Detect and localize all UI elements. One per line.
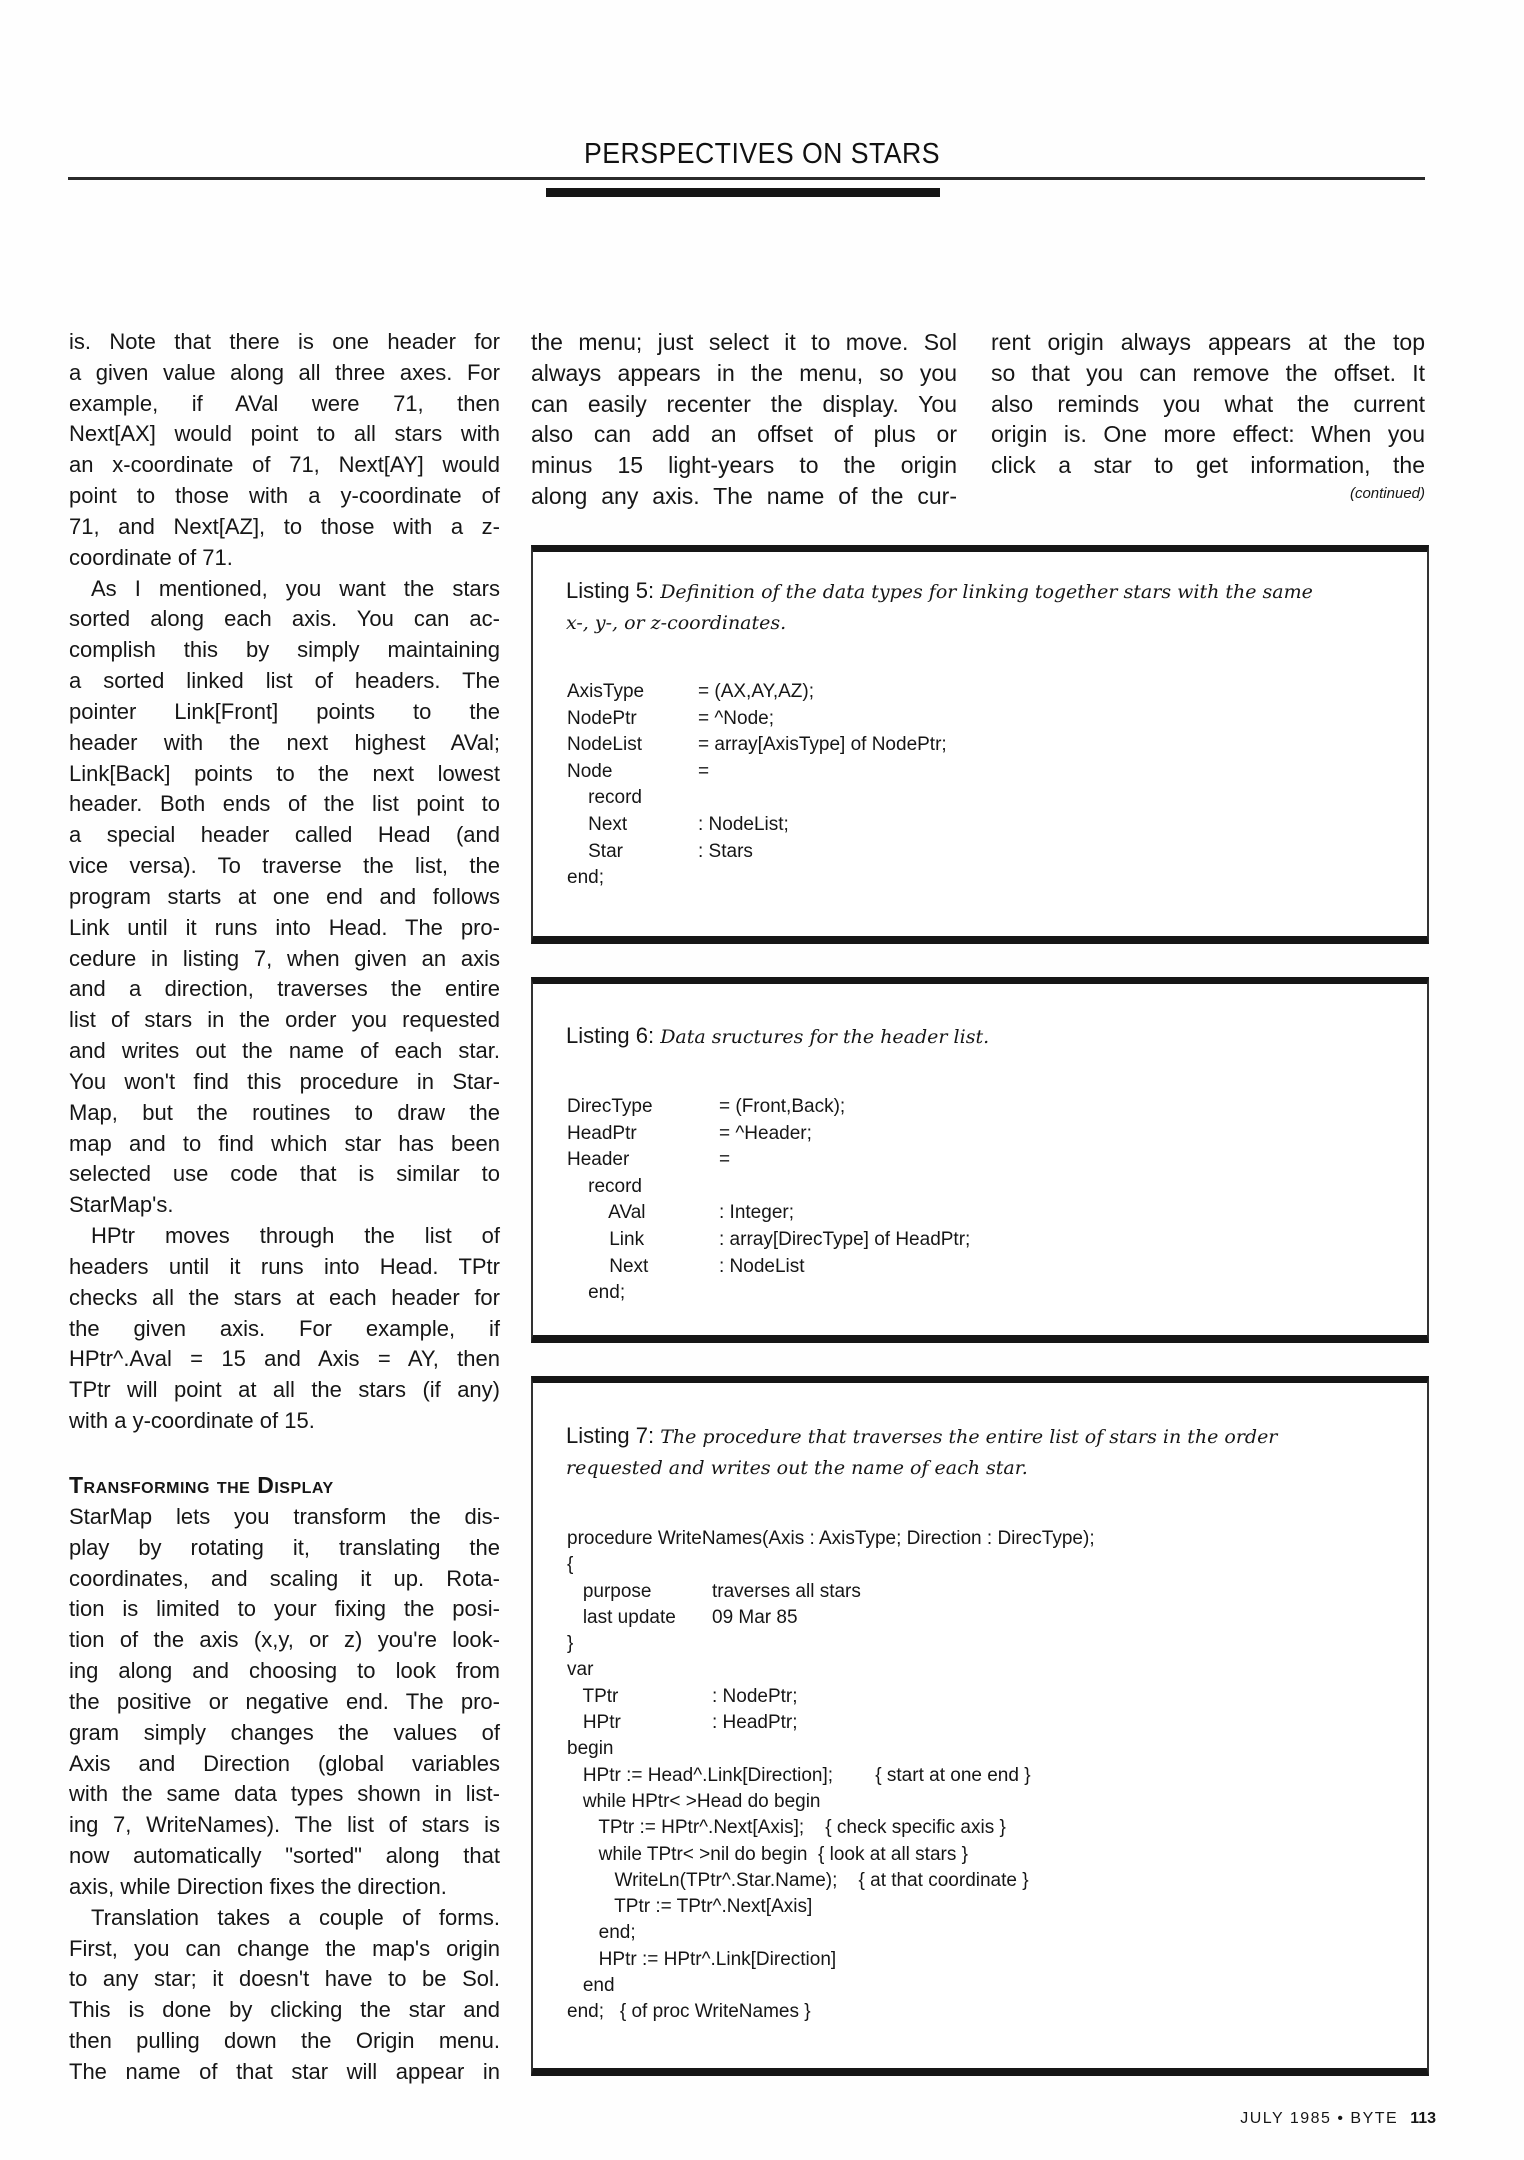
page-footer — [1240, 2110, 1436, 2128]
code-definition: = — [698, 760, 710, 782]
code-text: procedure WriteNames(Axis : AxisType; Direction : DirecType); — [567, 1528, 1095, 1549]
text-line: Link[Back] points to the next lowest — [69, 760, 500, 786]
code-text: end; — [567, 867, 604, 889]
text-line: click a star to get information, the — [991, 452, 1425, 479]
code-text: NodePtr — [567, 707, 637, 729]
text-line: also reminds you what the current — [991, 390, 1425, 417]
listing-caption: requested and writes out the name of each star. — [566, 1457, 1028, 1479]
text-line: rent origin always appears at the top — [991, 329, 1425, 355]
code-text: record — [567, 787, 642, 809]
text-line: with a y-coordinate of 15. — [69, 1407, 315, 1433]
code-text: HPtr := HPtr^.Link[Direction] — [567, 1948, 837, 1970]
text-line: tion of the axis (x,y, or z) you're look- — [69, 1627, 500, 1653]
code-line — [567, 1552, 1095, 1578]
code-text: Next — [567, 1255, 649, 1277]
code-line — [567, 1684, 1095, 1710]
code-line — [567, 1227, 971, 1254]
text-line: headers until it runs into Head. TPtr — [69, 1253, 500, 1279]
text-line: Map, but the routines to draw the — [69, 1099, 500, 1125]
code-text: Next — [567, 813, 628, 835]
code-line — [567, 839, 753, 866]
code-text: HeadPtr — [567, 1122, 637, 1144]
text-line: axis, while Direction fixes the direction. — [69, 1873, 447, 1899]
middle-column — [531, 327, 957, 512]
code-definition: = (AX,AY,AZ); — [698, 681, 814, 702]
text-line: along any axis. The name of the cur- — [531, 483, 957, 510]
text-line: cedure in listing 7, when given an axis — [69, 945, 500, 971]
code-definition: traverses all stars — [712, 1580, 861, 1602]
text-line: a given value along all three axes. For — [69, 359, 500, 385]
code-definition: = ^Header; — [719, 1122, 812, 1144]
code-line — [567, 1894, 1095, 1920]
code-line — [567, 1736, 1095, 1762]
code-text: TPtr := TPtr^.Next[Axis] — [567, 1896, 813, 1918]
continued-label: (continued) — [1349, 485, 1425, 502]
code-definition: : HeadPtr; — [712, 1712, 798, 1734]
text-line: a sorted linked list of headers. The — [69, 668, 500, 694]
text-line: the given axis. For example, if — [69, 1315, 500, 1341]
code-block — [567, 679, 947, 892]
code-line — [567, 1815, 1095, 1841]
text-line: 71, and Next[AZ], to those with a z- — [69, 513, 500, 539]
code-text: Link — [567, 1228, 645, 1250]
text-line: program starts at one end and follows — [69, 883, 500, 909]
listing-title — [566, 1021, 1397, 1052]
code-text: TPtr := HPtr^.Next[Axis]; { check specific axis } — [567, 1817, 1006, 1839]
code-line — [567, 1710, 1095, 1736]
text-line: gram simply changes the values of — [69, 1719, 500, 1745]
code-line — [567, 1094, 846, 1121]
text-line: Translation takes a couple of forms. — [91, 1904, 500, 1930]
text-line: Axis and Direction (global variables — [69, 1750, 500, 1776]
text-line: the positive or negative end. The pro- — [69, 1688, 500, 1714]
code-text: HPtr := Head^.Link[Direction]; { start at one end } — [567, 1764, 1031, 1786]
code-definition: : NodeList; — [698, 813, 789, 835]
code-line — [567, 732, 947, 759]
text-line: HPtr^.Aval = 15 and Axis = AY, then — [69, 1346, 500, 1372]
code-text: DirecType — [567, 1096, 653, 1117]
text-line: You won't find this procedure in Star- — [69, 1068, 500, 1094]
code-text: NodeList — [567, 734, 642, 756]
code-definition: : array[DirecType] of HeadPtr; — [719, 1228, 971, 1250]
code-text: AxisType — [567, 681, 645, 702]
code-text: while TPtr< >nil do begin { look at all stars } — [567, 1843, 968, 1865]
section-heading: Transforming the Display — [69, 1472, 334, 1498]
code-definition: = array[AxisType] of NodePtr; — [698, 734, 947, 756]
right-column — [991, 327, 1425, 481]
text-line: header. Both ends of the list point to — [69, 791, 500, 817]
code-text: end; — [567, 1282, 626, 1304]
text-line: play by rotating it, translating the — [69, 1534, 500, 1560]
code-text: while HPtr< >Head do begin — [567, 1790, 821, 1812]
code-text: purpose — [567, 1580, 652, 1602]
code-text: Node — [567, 760, 613, 782]
header-rule — [68, 177, 1425, 180]
text-line: HPtr moves through the list of — [91, 1223, 500, 1249]
code-text: end — [567, 1975, 615, 1997]
code-text: record — [567, 1175, 642, 1197]
text-line: sorted along each axis. You can ac- — [69, 606, 500, 632]
text-line: ing 7, WriteNames). The list of stars is — [69, 1812, 500, 1838]
text-line: map and to find which star has been — [69, 1130, 500, 1156]
code-line — [567, 1763, 1095, 1789]
code-text: Header — [567, 1149, 630, 1171]
code-line — [567, 1868, 1095, 1894]
listing-7 — [531, 1376, 1429, 2076]
code-definition: = ^Node; — [698, 707, 774, 729]
code-line — [567, 1200, 794, 1227]
code-text: end; { of proc WriteNames } — [567, 2001, 811, 2023]
text-line: to any star; it doesn't have to be Sol. — [69, 1966, 500, 1992]
code-line — [567, 865, 644, 892]
code-text: TPtr — [567, 1685, 619, 1707]
text-line: a special header called Head (and — [69, 822, 500, 848]
code-line — [567, 1842, 1095, 1868]
code-line — [567, 812, 789, 839]
listing-caption: Definition of the data types for linking together stars with the same — [660, 581, 1313, 603]
code-definition: : Stars — [698, 840, 753, 862]
code-definition: = — [719, 1149, 731, 1171]
code-line — [567, 1999, 1095, 2025]
text-line: vice versa). To traverse the list, the — [69, 853, 500, 879]
listing-label: Listing 7: — [566, 1423, 655, 1448]
code-line — [567, 1254, 805, 1281]
text-line: tion is limited to your fixing the posi- — [69, 1596, 500, 1622]
code-text: HPtr — [567, 1712, 621, 1734]
left-column-bottom — [69, 1502, 500, 2088]
text-line: coordinate of 71. — [69, 544, 233, 570]
text-line: example, if AVal were 71, then — [69, 390, 500, 416]
text-line: also can add an offset of plus or — [531, 421, 957, 448]
code-definition: : NodePtr; — [712, 1685, 798, 1707]
code-text: var — [567, 1659, 594, 1681]
code-line — [567, 1174, 653, 1201]
text-line: Next[AX] would point to all stars with — [69, 421, 500, 447]
code-line — [567, 1147, 731, 1174]
listing-5 — [531, 545, 1429, 944]
page-number: 113 — [1410, 2110, 1436, 2127]
listing-label: Listing 6: — [566, 1023, 655, 1048]
code-line — [567, 1973, 1095, 1999]
text-line: minus 15 light-years to the origin — [531, 452, 957, 479]
issue-label: JULY 1985 • BYTE — [1240, 2110, 1399, 2127]
code-line — [567, 759, 710, 786]
code-line — [567, 1121, 812, 1148]
text-line: origin is. One more effect: When you — [991, 421, 1425, 448]
code-line — [567, 1920, 1095, 1946]
code-line — [567, 1526, 1095, 1552]
code-line — [567, 1280, 653, 1307]
code-line — [567, 1657, 1095, 1683]
code-text: Star — [567, 840, 623, 862]
code-line — [567, 706, 774, 733]
code-line — [567, 785, 644, 812]
text-line: the menu; just select it to move. Sol — [531, 329, 957, 355]
text-line: coordinates, and scaling it up. Rota- — [69, 1565, 500, 1591]
code-line — [567, 1605, 1095, 1631]
code-block — [567, 1094, 971, 1307]
text-line: Link until it runs into Head. The pro- — [69, 914, 500, 940]
listing-caption: The procedure that traverses the entire list of stars in the order — [660, 1426, 1278, 1448]
listing-caption: Data sructures for the header list. — [660, 1026, 990, 1048]
text-line: pointer Link[Front] points to the — [69, 698, 500, 724]
header-bar — [546, 188, 940, 197]
code-line — [567, 1947, 1095, 1973]
listing-6 — [531, 977, 1429, 1343]
text-line: This is done by clicking the star and — [69, 1997, 500, 2023]
text-line: list of stars in the order you requested — [69, 1007, 500, 1033]
text-line: now automatically "sorted" along that — [69, 1843, 500, 1869]
running-head: PERSPECTIVES ON STARS — [583, 138, 941, 170]
text-line: so that you can remove the offset. It — [991, 359, 1425, 386]
listing-caption: x-, y-, or z-coordinates. — [566, 612, 787, 634]
text-line: complish this by simply maintaining — [69, 637, 500, 663]
listing-title — [566, 576, 1397, 638]
code-text: AVal — [567, 1202, 646, 1224]
text-line: an x-coordinate of 71, Next[AY] would — [69, 452, 500, 478]
code-definition: : NodeList — [719, 1255, 805, 1277]
text-line: with the same data types shown in list- — [69, 1781, 500, 1807]
text-line: selected use code that is similar to — [69, 1161, 500, 1187]
text-line: point to those with a y-coordinate of — [69, 483, 500, 509]
code-text: } — [567, 1633, 574, 1655]
text-line: checks all the stars at each header for — [69, 1284, 500, 1310]
text-line: always appears in the menu, so you — [531, 359, 957, 386]
code-block — [567, 1526, 1095, 2026]
text-line: then pulling down the Origin menu. — [69, 2028, 500, 2054]
code-text: WriteLn(TPtr^.Star.Name); { at that coordinate } — [567, 1869, 1029, 1891]
code-text: begin — [567, 1738, 614, 1760]
text-line: The name of that star will appear in — [69, 2058, 500, 2084]
listing-title — [566, 1421, 1397, 1483]
text-line: and a direction, traverses the entire — [69, 976, 500, 1002]
code-definition: : Integer; — [719, 1202, 794, 1224]
text-line: As I mentioned, you want the stars — [91, 575, 500, 601]
text-line: TPtr will point at all the stars (if any) — [69, 1377, 500, 1403]
text-line: header with the next highest AVal; — [69, 729, 500, 755]
text-line: First, you can change the map's origin — [69, 1935, 500, 1961]
text-line: StarMap lets you transform the dis- — [69, 1504, 500, 1529]
code-text: end; — [567, 1922, 636, 1944]
code-line — [567, 1789, 1095, 1815]
code-line — [567, 1631, 1095, 1657]
code-text: last update — [567, 1606, 676, 1628]
code-definition: = (Front,Back); — [719, 1096, 846, 1117]
code-text: { — [567, 1554, 574, 1576]
text-line: can easily recenter the display. You — [531, 390, 957, 417]
code-line — [567, 679, 814, 706]
code-line — [567, 1579, 1095, 1605]
left-column-top — [69, 327, 500, 1437]
text-line: StarMap's. — [69, 1192, 174, 1218]
text-line: is. Note that there is one header for — [69, 329, 500, 354]
text-line: ing along and choosing to look from — [69, 1658, 500, 1684]
listing-label: Listing 5: — [566, 578, 655, 603]
text-line: and writes out the name of each star. — [69, 1038, 500, 1064]
code-definition: 09 Mar 85 — [712, 1606, 798, 1628]
